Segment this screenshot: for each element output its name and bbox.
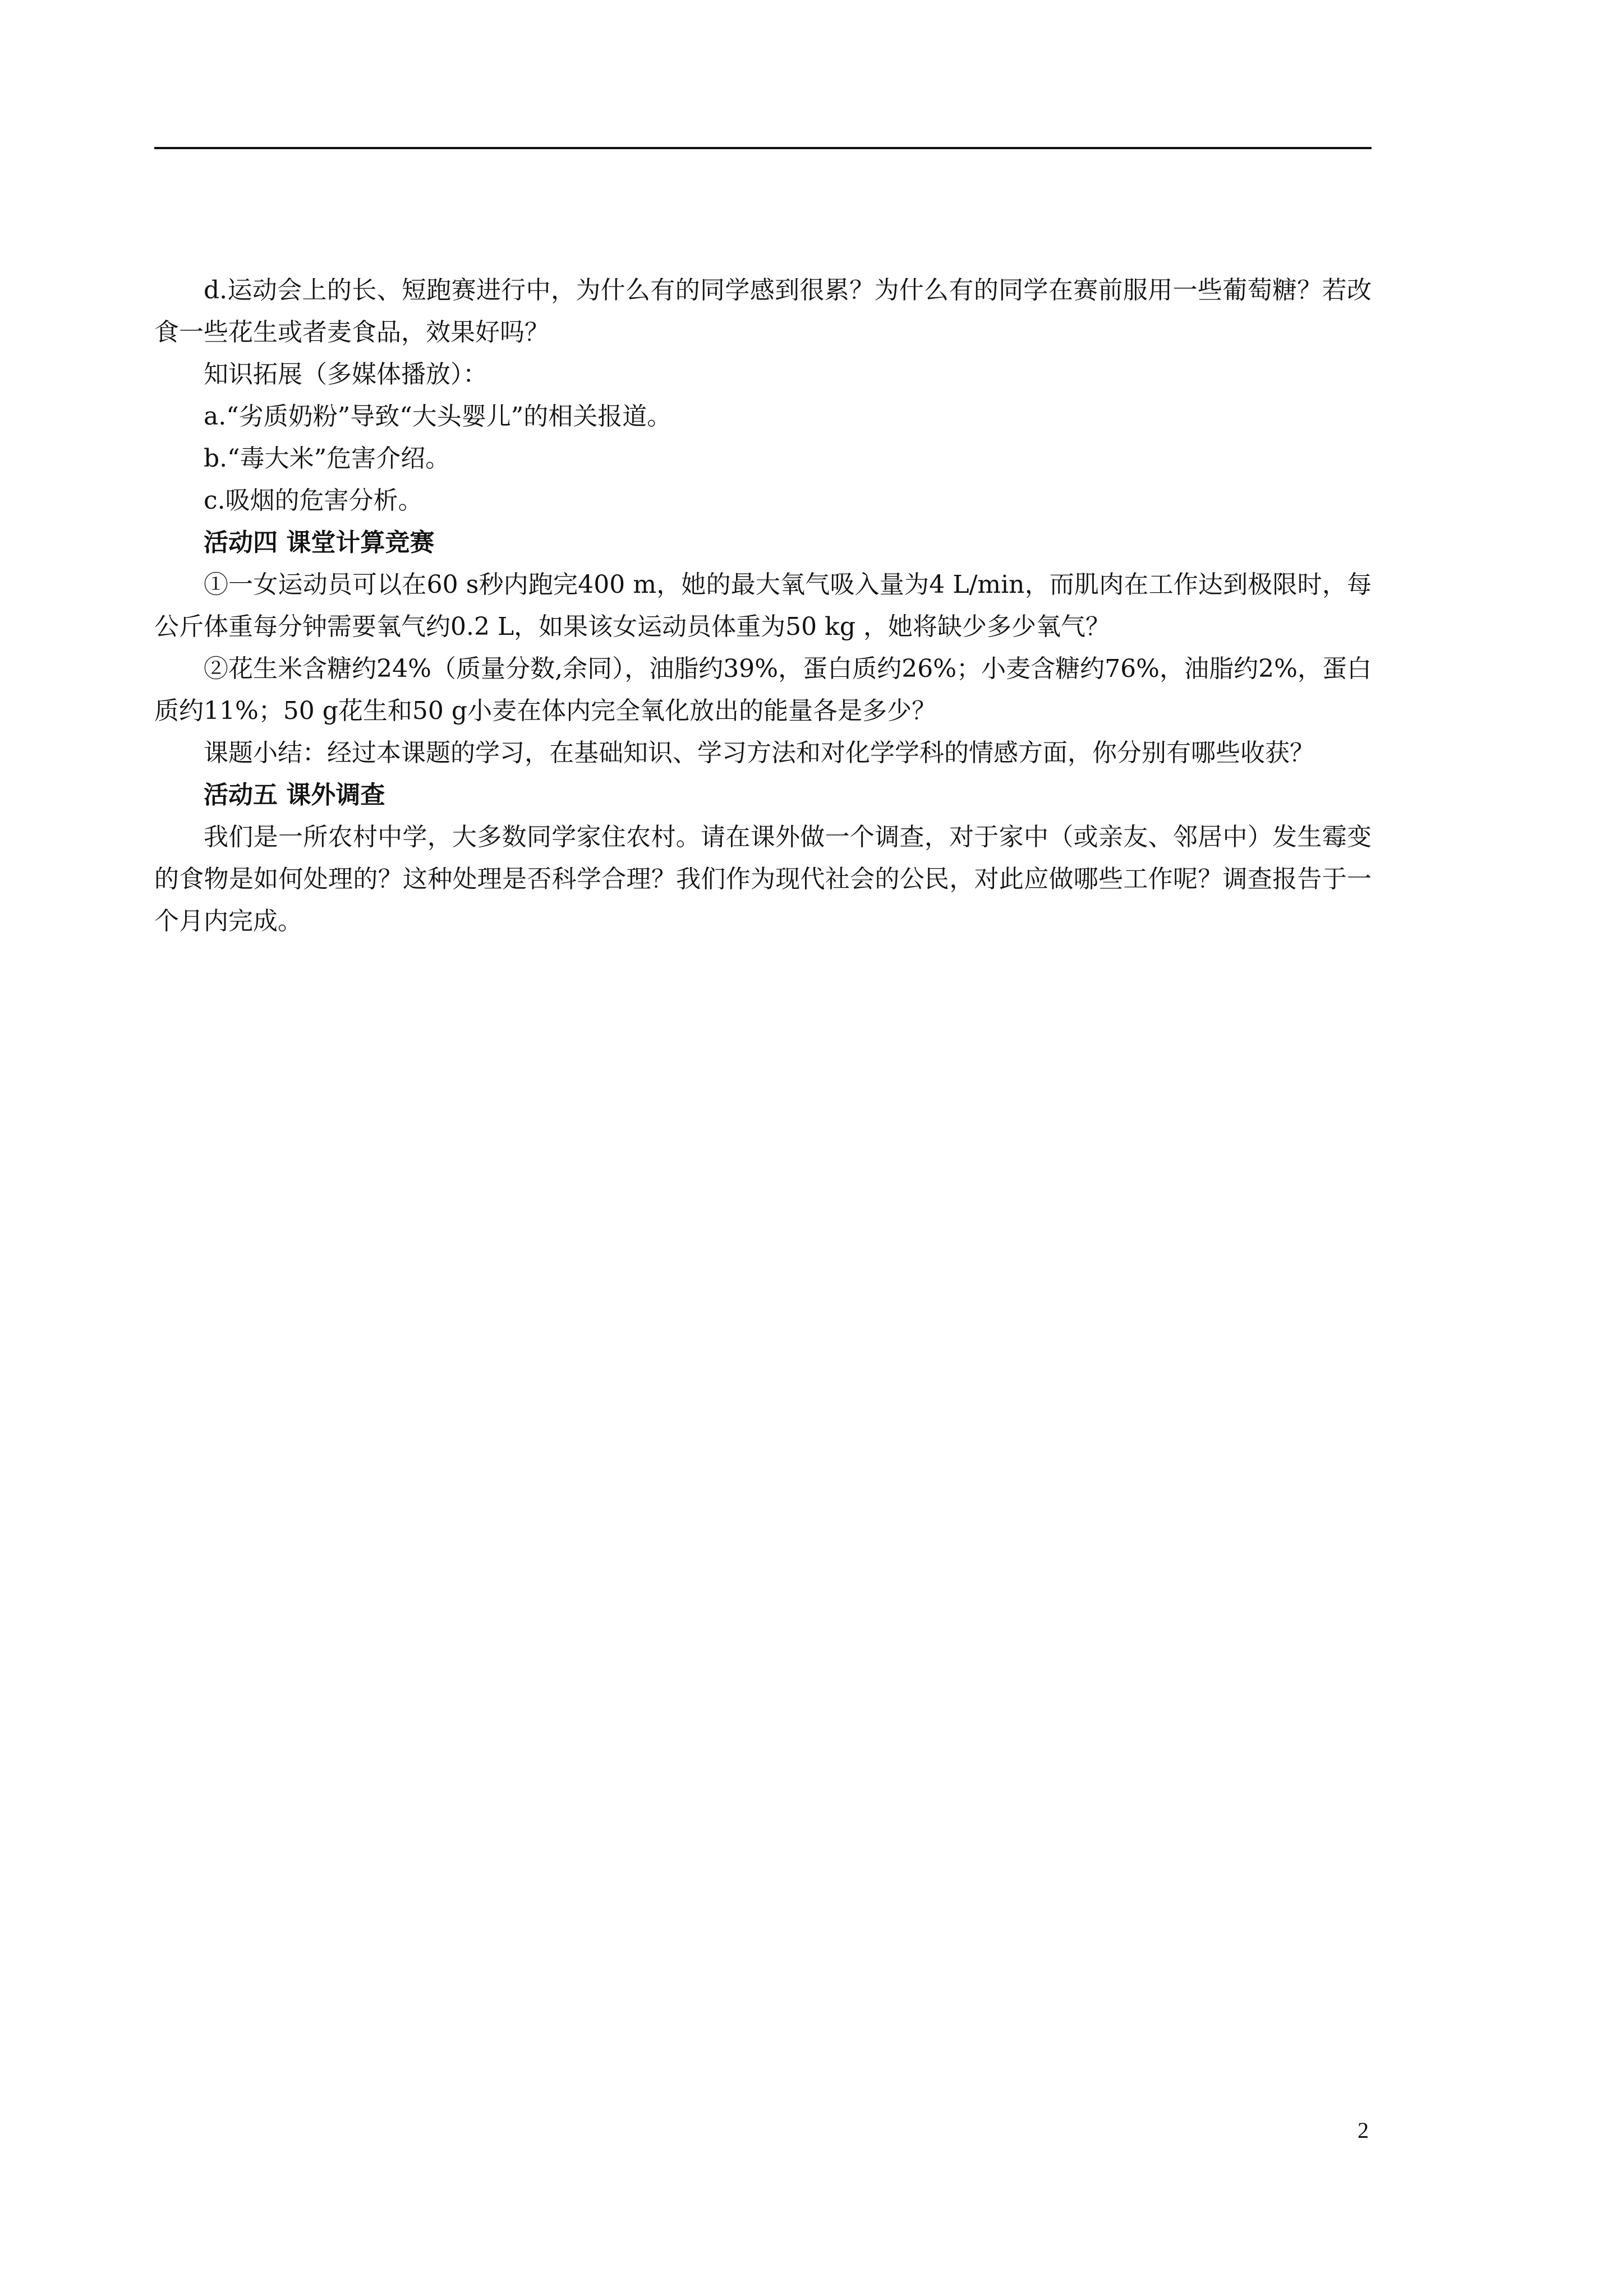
document-body (154, 269, 1372, 942)
header-rule (154, 147, 1372, 149)
knowledge-item-a: a.“劣质奶粉”导致“大头婴儿”的相关报道。 (204, 402, 672, 431)
lesson-summary: 课题小结：经过本课题的学习，在基础知识、学习方法和对化学学科的情感方面，你分别有哪些收获？ (204, 739, 1314, 767)
knowledge-extension-title: 知识拓展（多媒体播放）： (204, 360, 487, 389)
activity-five-heading: 活动五 课外调查 (204, 781, 385, 809)
calculation-question-2: ②花生米含糖约24%（质量分数,余同），油脂约39%，蛋白质约26%；小麦含糖约76%，油脂约2%，蛋白质约11%；50 g花生和50 g小麦在体内完全氧化放出的能量各是多少？ (154, 654, 1372, 725)
question-d: d.运动会上的长、短跑赛进行中，为什么有的同学感到很累？为什么有的同学在赛前服用一些葡萄糖？若改食一些花生或者麦食品，效果好吗？ (154, 276, 1372, 347)
survey-paragraph: 我们是一所农村中学，大多数同学家住农村。请在课外做一个调查，对于家中（或亲友、邻居中）发生霉变的食物是如何处理的？这种处理是否科学合理？我们作为现代社会的公民，对此应做哪些工作呢？调查报告于一个月内完成。 (154, 823, 1372, 935)
activity-four-heading: 活动四 课堂计算竞赛 (204, 528, 435, 557)
calculation-question-1: ①一女运动员可以在60 s秒内跑完400 m，她的最大氧气吸入量为4 L/min，而肌肉在工作达到极限时，每公斤体重每分钟需要氧气约0.2 L，如果该女运动员体重为50 kg ，她将缺少多少氧气？ (154, 570, 1372, 641)
knowledge-item-c: c.吸烟的危害分析。 (204, 486, 423, 515)
knowledge-item-b: b.“毒大米”危害介绍。 (204, 444, 450, 473)
page-number: 2 (1358, 2118, 1369, 2143)
